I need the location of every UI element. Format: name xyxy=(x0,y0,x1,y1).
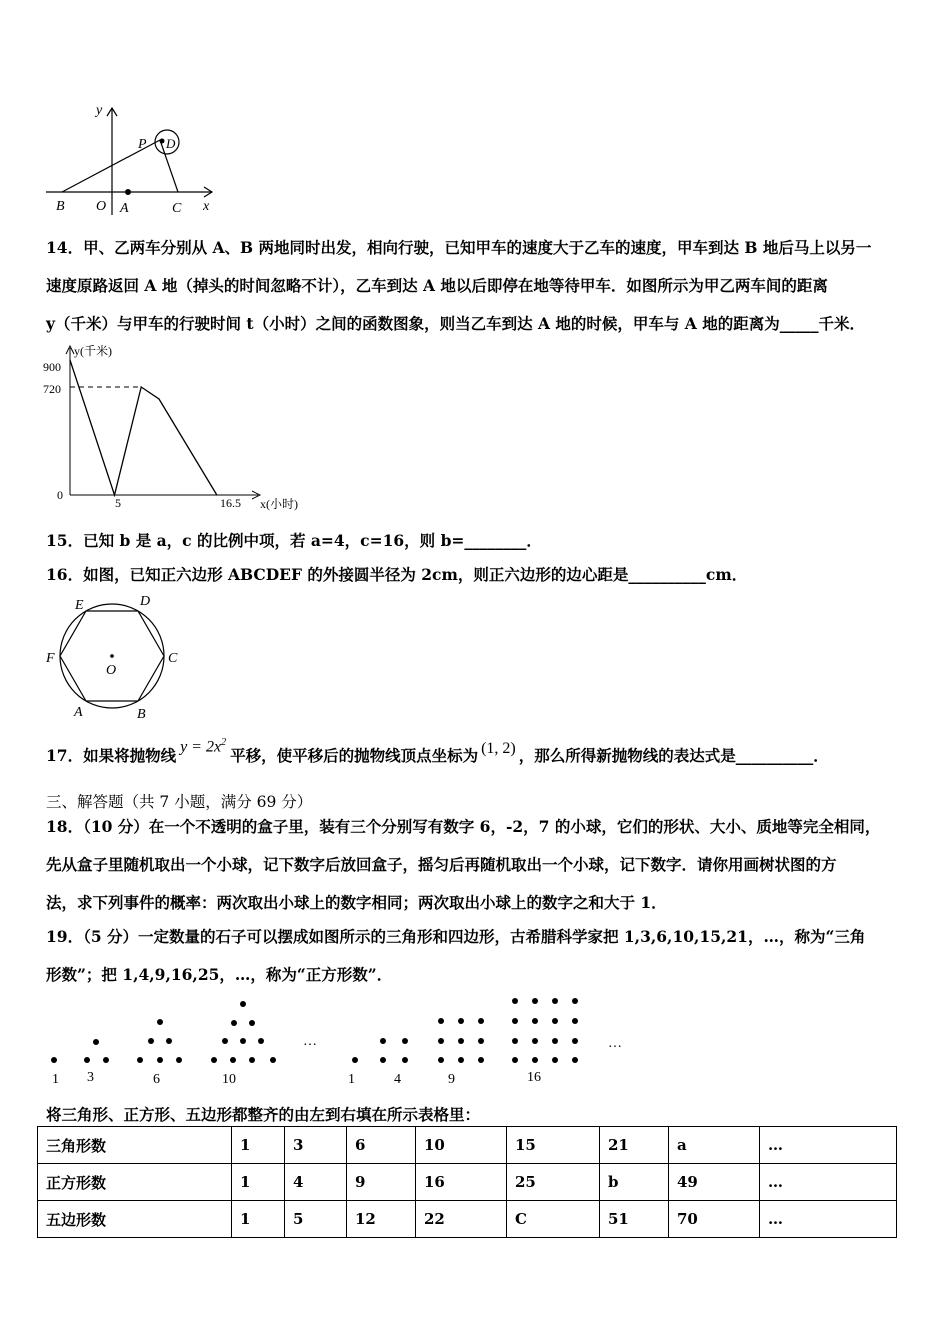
stone-dot-sq9 xyxy=(478,1057,484,1063)
q16-hexagon-figure xyxy=(40,590,190,722)
stone-dot-tri10 xyxy=(240,1038,246,1044)
dots-label-10: 10 xyxy=(222,1072,236,1087)
stone-dot-sq16 xyxy=(552,1038,558,1044)
chart-point-1 xyxy=(114,494,115,495)
table-cell: 6 xyxy=(347,1127,416,1164)
stone-dot-sq16 xyxy=(532,1018,538,1024)
hex-label-F: F xyxy=(46,651,55,666)
table-cell: a xyxy=(669,1127,760,1164)
table-row xyxy=(38,1201,897,1238)
table-cell: 12 xyxy=(347,1201,416,1238)
axis-x-label: x xyxy=(203,199,210,214)
dots-label-9: 9 xyxy=(448,1072,455,1087)
stone-dot-sq16 xyxy=(572,1057,578,1063)
chart-series-line xyxy=(70,360,217,495)
point-D-label: D xyxy=(166,136,176,151)
chart-ytick-900: 900 xyxy=(43,360,61,374)
stone-dot-sq4 xyxy=(402,1038,408,1044)
dots-label-6: 6 xyxy=(153,1072,160,1087)
table-cell: 1 xyxy=(232,1201,285,1238)
chart-ytick-0: 0 xyxy=(57,488,63,502)
hex-label-E: E xyxy=(75,598,84,613)
dots-label-3: 3 xyxy=(87,1070,94,1085)
table-cell: 49 xyxy=(669,1164,760,1201)
stone-dot-sq16 xyxy=(512,1057,518,1063)
table-cell: 4 xyxy=(285,1164,347,1201)
table-cell: 三角形数 xyxy=(38,1127,232,1164)
table-row xyxy=(38,1127,897,1164)
stone-dot-sq9 xyxy=(438,1018,444,1024)
stone-dot-sq16 xyxy=(532,998,538,1004)
table-cell: 3 xyxy=(285,1127,347,1164)
stone-dot-sq16 xyxy=(512,998,518,1004)
table-cell: … xyxy=(760,1164,897,1201)
chart-xtick-5: 5 xyxy=(115,496,121,510)
table-cell: 15 xyxy=(507,1127,600,1164)
q19-instruction: 将三角形、正方形、五边形都整齐的由左到右填在所示表格里： xyxy=(46,1105,481,1124)
stone-dot-tri6 xyxy=(148,1038,154,1044)
q17-middle: 平移，使平移后的抛物线顶点坐标为 xyxy=(230,746,479,765)
stone-dot-sq16 xyxy=(552,998,558,1004)
dots-ellipsis-2: … xyxy=(608,1036,622,1051)
q18-line-1: 18．（10 分）在一个不透明的盒子里，装有三个分别写有数字 6，-2，7 的小球，它们的形状、大小、质地等完全相同， xyxy=(46,817,881,836)
stone-dot-tri6 xyxy=(176,1057,182,1063)
chart-point-4 xyxy=(216,494,217,495)
table-cell: C xyxy=(507,1201,600,1238)
stone-dot-sq16 xyxy=(552,1018,558,1024)
q18-line-3: 法，求下列事件的概率：两次取出小球上的数字相同；两次取出小球上的数字之和大于 1． xyxy=(46,893,667,912)
table-row xyxy=(38,1164,897,1201)
table-cell: 16 xyxy=(416,1164,507,1201)
stone-dot-sq16 xyxy=(532,1038,538,1044)
stone-dot-tri10 xyxy=(249,1020,255,1026)
stone-dot-tri3 xyxy=(84,1057,90,1063)
table-cell: 21 xyxy=(600,1127,669,1164)
stone-dot-sq9 xyxy=(458,1057,464,1063)
stone-dot-sq1 xyxy=(352,1057,358,1063)
dots-ellipsis-1: … xyxy=(303,1034,317,1049)
stone-dot-sq16 xyxy=(572,1038,578,1044)
chart-point-0 xyxy=(69,359,70,360)
hex-label-B: B xyxy=(137,707,146,722)
section3-title: 三、解答题（共 7 小题，满分 69 分） xyxy=(46,793,313,811)
stone-dot-tri10 xyxy=(222,1038,228,1044)
stone-dot-sq9 xyxy=(438,1038,444,1044)
chart-point-3 xyxy=(158,398,159,399)
dots-label-1: 1 xyxy=(52,1072,59,1087)
stone-dot-sq9 xyxy=(458,1018,464,1024)
stone-dot-sq16 xyxy=(532,1057,538,1063)
stone-dot-tri10 xyxy=(230,1057,236,1063)
stone-dot-tri6 xyxy=(137,1057,143,1063)
chart-point-2 xyxy=(141,386,142,387)
hex-label-O: O xyxy=(106,663,117,678)
table-cell: 9 xyxy=(347,1164,416,1201)
table-cell: 51 xyxy=(600,1201,669,1238)
table-cell: 10 xyxy=(416,1127,507,1164)
stone-dot-tri10 xyxy=(249,1057,255,1063)
table-cell: 25 xyxy=(507,1164,600,1201)
chart-xtick-16-5: 16.5 xyxy=(220,496,241,510)
stone-dot-tri10 xyxy=(231,1020,237,1026)
q17-formula-base: y = 2x xyxy=(180,738,222,755)
stone-dot-sq9 xyxy=(438,1057,444,1063)
q14-line-1: 14．甲、乙两车分别从 A、B 两地同时出发，相向行驶，已知甲车的速度大于乙车的速度，甲车到达 B 地后马上以另一 xyxy=(46,238,872,257)
table-cell: 1 xyxy=(232,1127,285,1164)
stone-dot-sq16 xyxy=(552,1057,558,1063)
dots-label-4: 4 xyxy=(394,1072,401,1087)
stone-dot-sq4 xyxy=(380,1057,386,1063)
stone-dot-sq4 xyxy=(402,1057,408,1063)
table-cell: 1 xyxy=(232,1164,285,1201)
q19-table xyxy=(37,1126,897,1238)
stone-dot-tri1 xyxy=(51,1057,57,1063)
stone-dot-sq9 xyxy=(478,1018,484,1024)
table-cell: 70 xyxy=(669,1201,760,1238)
stone-dot-tri3 xyxy=(103,1057,109,1063)
stone-dot-sq9 xyxy=(458,1038,464,1044)
q19-dots-figure xyxy=(40,995,640,1090)
point-B-label: B xyxy=(56,199,65,214)
stone-dot-sq9 xyxy=(478,1038,484,1044)
stone-dot-tri10 xyxy=(270,1057,276,1063)
q19-line-1: 19．（5 分）一定数量的石子可以摆成如图所示的三角形和四边形，古希腊科学家把 1,3,6,10,15,21，…，称为“三角 xyxy=(46,927,866,946)
q19-line-2: 形数”；把 1,4,9,16,25，…，称为“正方形数”． xyxy=(46,965,393,984)
table-cell: 5 xyxy=(285,1201,347,1238)
hex-label-D: D xyxy=(140,594,151,609)
stone-dot-sq16 xyxy=(512,1018,518,1024)
stone-dot-tri10 xyxy=(258,1038,264,1044)
table-cell: … xyxy=(760,1127,897,1164)
table-cell: b xyxy=(600,1164,669,1201)
table-cell: … xyxy=(760,1201,897,1238)
q17-suffix: ，那么所得新抛物线的表达式是__________． xyxy=(518,746,829,765)
q16-text: 16．如图，已知正六边形 ABCDEF 的外接圆半径为 2cm，则正六边形的边心距是__________cm． xyxy=(46,565,748,584)
hex-label-A: A xyxy=(74,705,83,720)
q17-formula-exponent: 2 xyxy=(221,736,227,748)
stone-dot-tri10 xyxy=(240,1001,246,1007)
point-A-label: A xyxy=(120,201,129,216)
table-cell: 正方形数 xyxy=(38,1164,232,1201)
point-C-label: C xyxy=(172,201,182,216)
q13-figure xyxy=(40,100,230,220)
chart-ylabel: y(千米) xyxy=(74,344,112,358)
q14-chart xyxy=(30,340,320,515)
stone-dot-tri10 xyxy=(211,1057,217,1063)
q14-line-2: 速度原路返回 A 地（掉头的时间忽略不计），乙车到达 A 地以后即停在地等待甲车．如图所示为甲乙两车间的距离 xyxy=(46,276,828,295)
q17-vertex-point: (1, 2) xyxy=(481,740,516,757)
dots-label-16: 16 xyxy=(527,1070,541,1085)
origin-label: O xyxy=(96,199,107,214)
stone-dot-tri6 xyxy=(166,1038,172,1044)
q14-line-3: y（千米）与甲车的行驶时间 t（小时）之间的函数图象，则当乙车到达 A 地的时候，甲车与 A 地的距离为_____千米． xyxy=(46,314,865,333)
hex-label-C: C xyxy=(168,651,178,666)
chart-xlabel: x(小时) xyxy=(260,497,298,511)
stone-dot-sq16 xyxy=(572,1018,578,1024)
stone-dot-tri6 xyxy=(157,1057,163,1063)
table-cell: 五边形数 xyxy=(38,1201,232,1238)
axis-y-label: y xyxy=(96,103,103,118)
dots-label-1b: 1 xyxy=(348,1072,355,1087)
chart-ytick-720: 720 xyxy=(43,382,61,396)
q17-formula xyxy=(180,737,226,756)
stone-dot-sq16 xyxy=(512,1038,518,1044)
q17-text xyxy=(46,736,829,766)
table-cell: 22 xyxy=(416,1201,507,1238)
stone-dot-sq4 xyxy=(380,1038,386,1044)
point-P-label: P xyxy=(138,137,147,152)
stone-dot-tri6 xyxy=(157,1019,163,1025)
q15-text: 15．已知 b 是 a，c 的比例中项，若 a=4，c=16，则 b=________． xyxy=(46,531,542,550)
q18-line-2: 先从盒子里随机取出一个小球，记下数字后放回盒子，摇匀后再随机取出一个小球，记下数字．请你用画树状图的方 xyxy=(46,855,837,874)
stone-dot-sq16 xyxy=(572,998,578,1004)
q17-prefix: 17．如果将抛物线 xyxy=(46,746,177,765)
stone-dot-tri3 xyxy=(93,1039,99,1045)
